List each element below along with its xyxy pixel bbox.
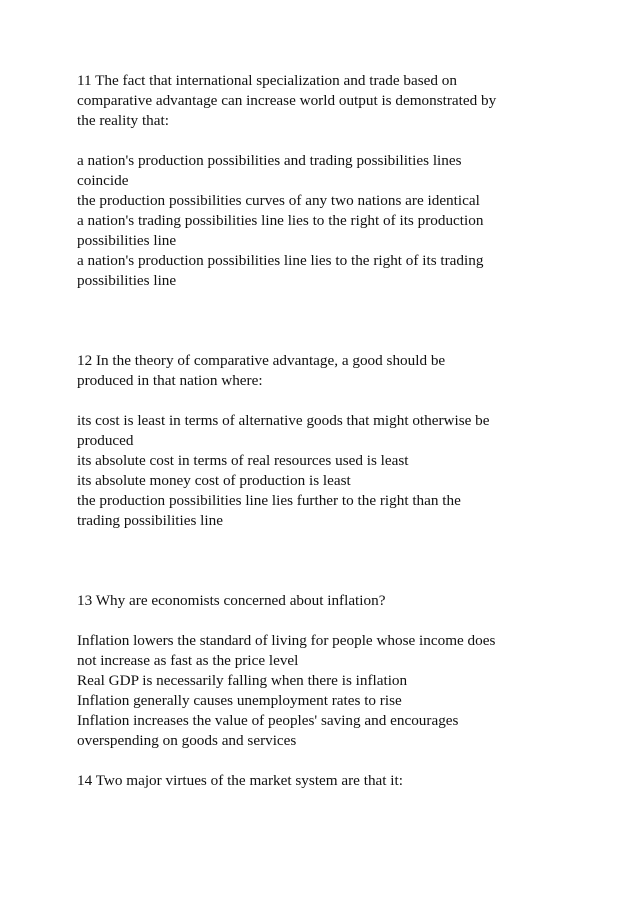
question-12-stem xyxy=(77,351,577,391)
question-11-options xyxy=(77,151,577,291)
option-line: Inflation generally causes unemployment rates to rise xyxy=(77,692,402,709)
option-line: not increase as fast as the price level xyxy=(77,652,299,669)
question-14 xyxy=(77,771,577,791)
option-line: trading possibilities line xyxy=(77,512,223,529)
question-12-option-b xyxy=(77,451,577,471)
option-line: Real GDP is necessarily falling when there is inflation xyxy=(77,672,408,689)
question-12-stem-line: 12 In the theory of comparative advantage, a good should be xyxy=(77,352,446,369)
question-13-option-c xyxy=(77,691,577,711)
question-13-option-a xyxy=(77,631,577,671)
question-14-stem-line: 14 Two major virtues of the market system are that it: xyxy=(77,772,403,789)
question-12-option-d xyxy=(77,491,577,531)
option-line: the production possibilities line lies further to the right than the xyxy=(77,492,461,509)
question-11-option-d xyxy=(77,251,577,291)
option-line: possibilities line xyxy=(77,272,177,289)
question-13-stem-line: 13 Why are economists concerned about inflation? xyxy=(77,592,386,609)
question-11-stem xyxy=(77,71,577,131)
document-body xyxy=(77,71,577,791)
question-13 xyxy=(77,591,577,751)
question-12-stem-line: produced in that nation where: xyxy=(77,372,263,389)
question-12-option-c xyxy=(77,471,577,491)
question-12-option-a xyxy=(77,411,577,451)
option-line: its cost is least in terms of alternative goods that might otherwise be xyxy=(77,412,490,429)
question-12-options xyxy=(77,411,577,531)
option-line: produced xyxy=(77,432,134,449)
question-11-option-c xyxy=(77,211,577,251)
question-13-option-d xyxy=(77,711,577,751)
question-11 xyxy=(77,71,577,291)
question-12 xyxy=(77,351,577,531)
option-line: Inflation lowers the standard of living for people whose income does xyxy=(77,632,496,649)
option-line: the production possibilities curves of any two nations are identical xyxy=(77,192,480,209)
question-11-stem-line: 11 The fact that international specialization and trade based on xyxy=(77,72,457,89)
option-line: possibilities line xyxy=(77,232,177,249)
option-line: a nation's production possibilities line lies to the right of its trading xyxy=(77,252,484,269)
option-line: a nation's production possibilities and trading possibilities lines xyxy=(77,152,462,169)
option-line: overspending on goods and services xyxy=(77,732,297,749)
question-13-options xyxy=(77,631,577,751)
question-11-option-a xyxy=(77,151,577,191)
option-line: coincide xyxy=(77,172,129,189)
option-line: its absolute cost in terms of real resources used is least xyxy=(77,452,409,469)
question-14-stem xyxy=(77,771,577,791)
question-11-option-b xyxy=(77,191,577,211)
question-13-stem xyxy=(77,591,577,611)
question-11-stem-line: comparative advantage can increase world output is demonstrated by xyxy=(77,92,497,109)
option-line: a nation's trading possibilities line lies to the right of its production xyxy=(77,212,484,229)
option-line: Inflation increases the value of peoples' saving and encourages xyxy=(77,712,459,729)
option-line: its absolute money cost of production is least xyxy=(77,472,351,489)
question-13-option-b xyxy=(77,671,577,691)
question-11-stem-line: the reality that: xyxy=(77,112,169,129)
